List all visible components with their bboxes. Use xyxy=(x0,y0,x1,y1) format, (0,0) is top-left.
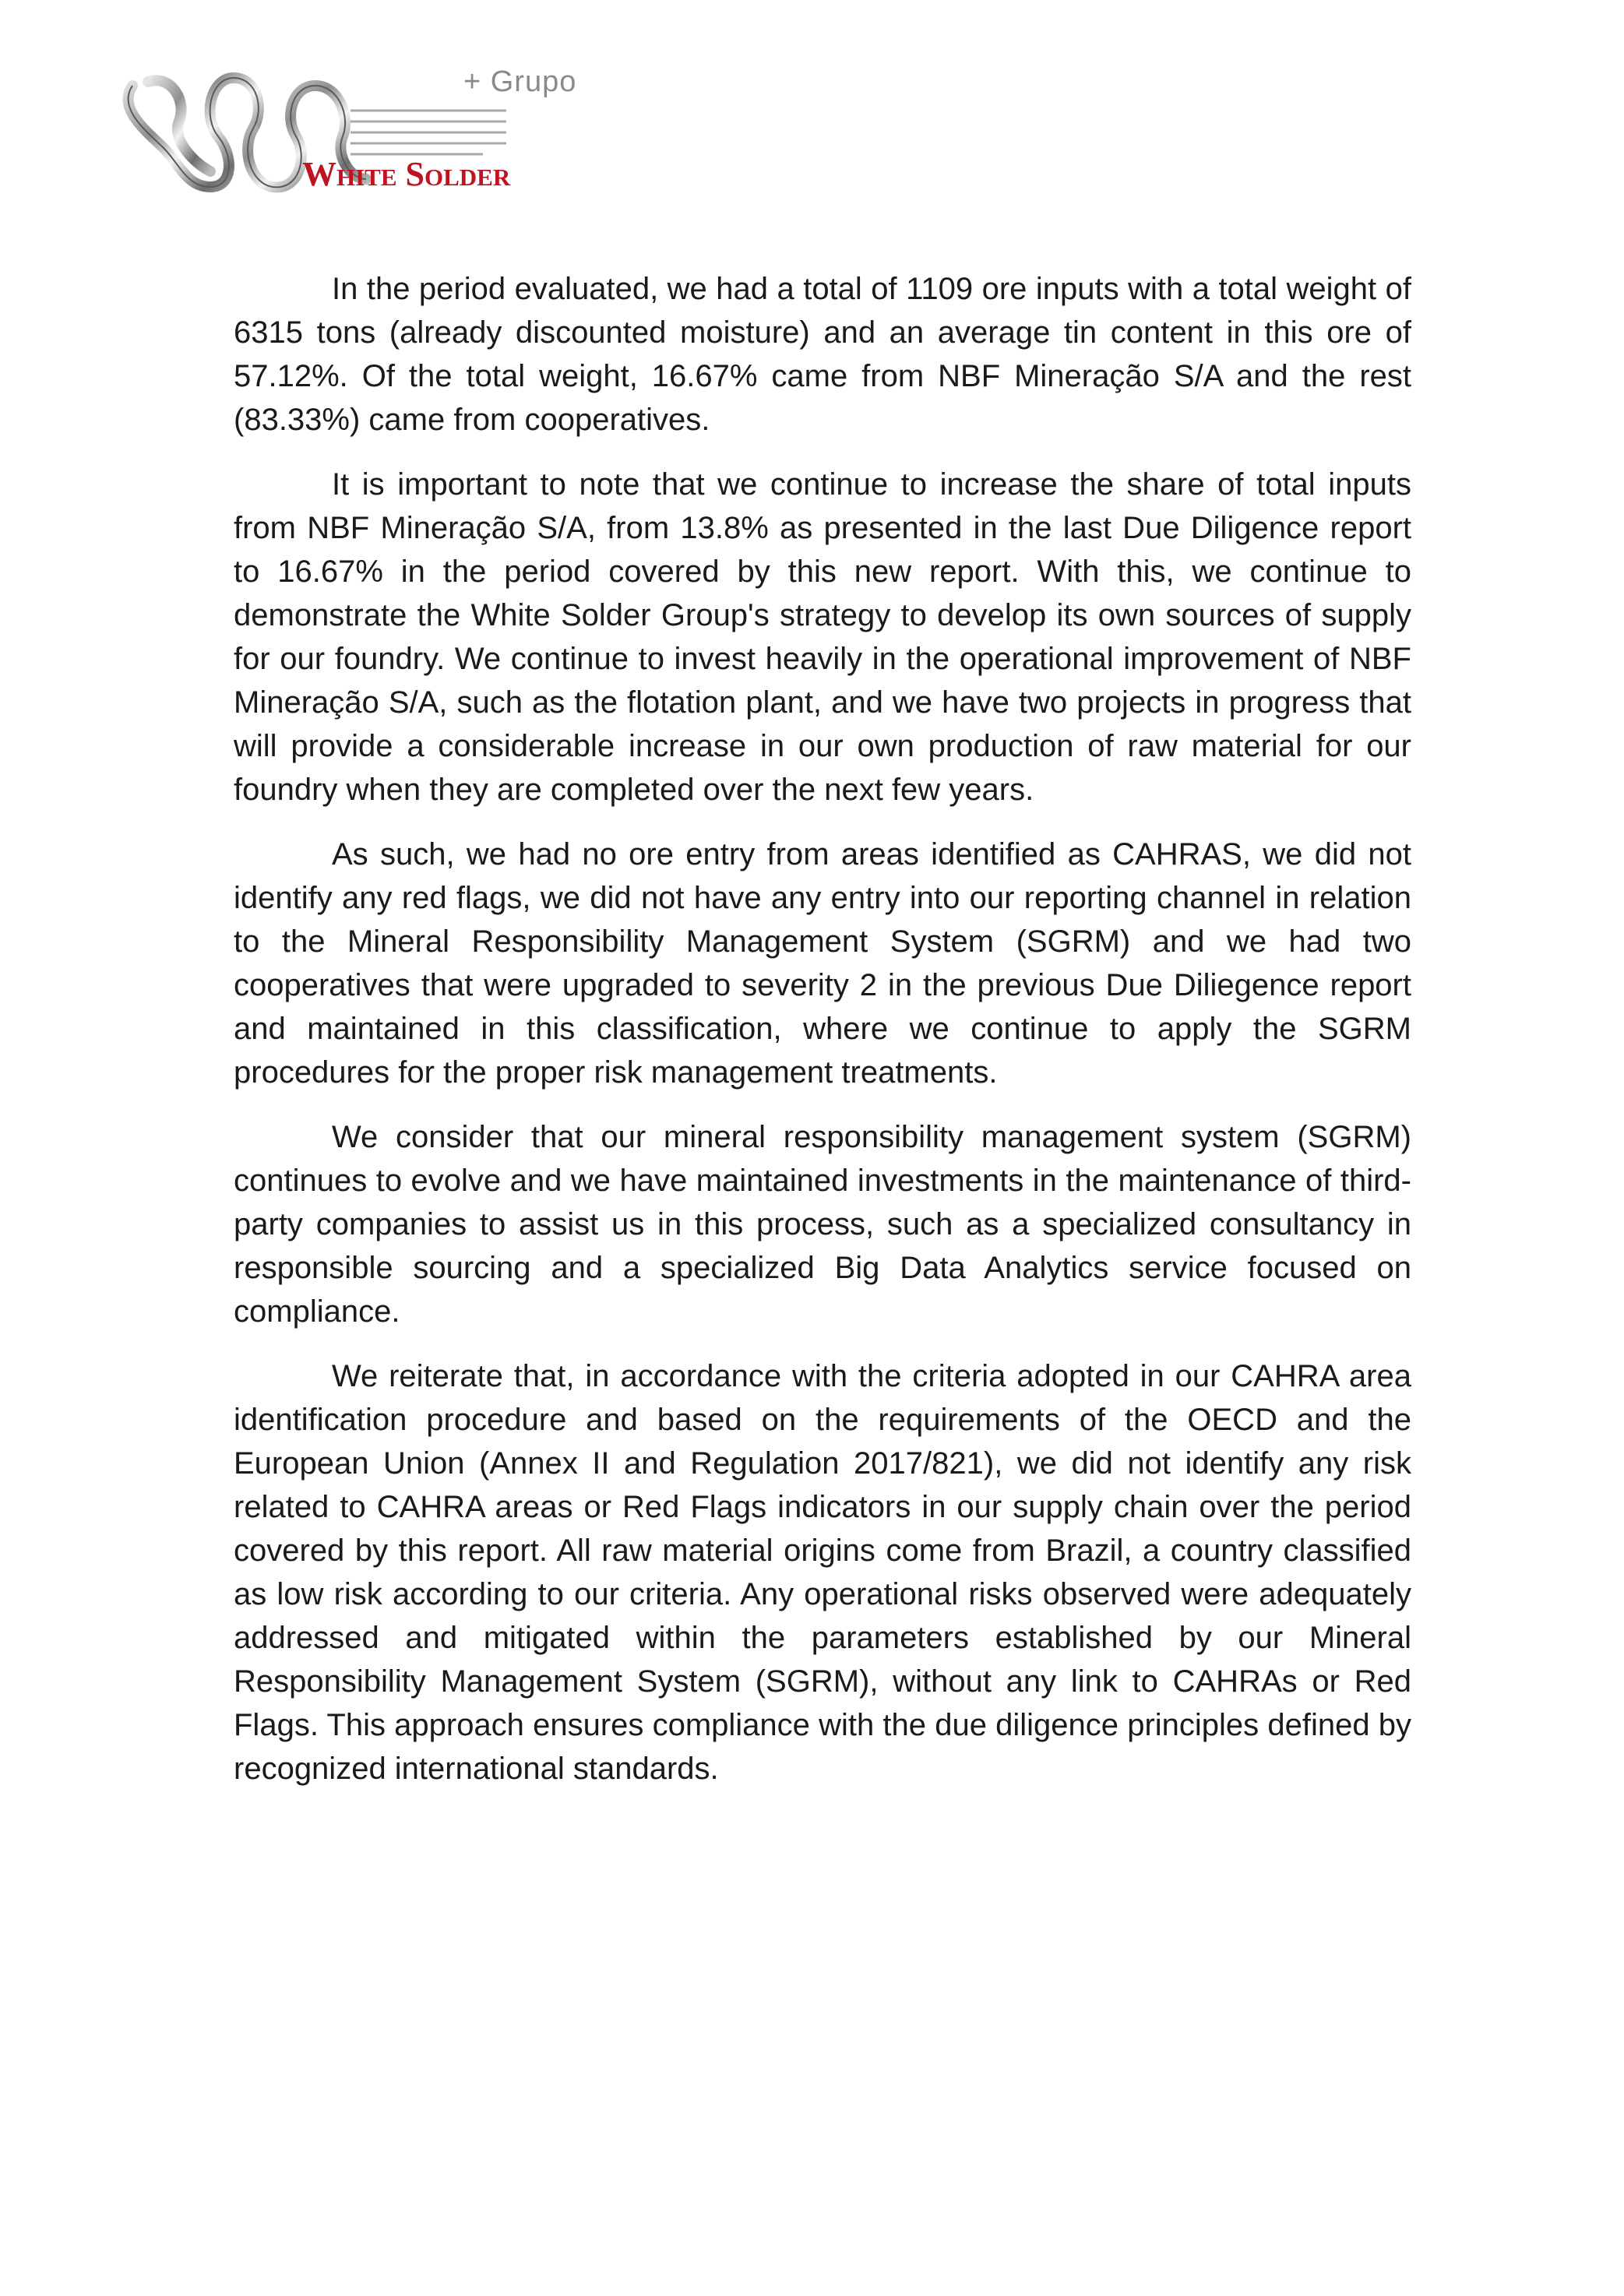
paragraph: We reiterate that, in accordance with the criteria adopted in our CAHRA area identification procedure and based on the requirements of the OECD and the European Union (Annex II and Regulation 2017/821), we did not identify any risk related to CAHRA areas or Red Flags indicators in our supply chain over the period covered by this report. All raw material origins come from Brazil, a country classified as low risk according to our criteria. Any operational risks observed were adequately addressed and mitigated within the parameters established by our Mineral Responsibility Management System (SGRM), without any link to CAHRAs or Red Flags. This approach ensures compliance with the due diligence principles defined by recognized international standards. xyxy=(234,1359,1411,1786)
logo-grupo-text: + Grupo xyxy=(463,65,577,98)
logo-brand-text: White Solder xyxy=(302,155,511,193)
company-logo xyxy=(117,62,577,210)
paragraph: It is important to note that we continue to increase the share of total inputs from NBF Mineração S/A, from 13.8% as presented in the last Due Diligence report to 16.67% in the period covered by this new report. With this, we continue to demonstrate the White Solder Group's strategy to develop its own sources of supply for our foundry. We continue to invest heavily in the operational improvement of NBF Mineração S/A, such as the flotation plant, and we have two projects in progress that will provide a considerable increase in our own production of raw material for our foundry when they are completed over the next few years. xyxy=(234,467,1411,807)
paragraph: We consider that our mineral responsibility management system (SGRM) continues to evolve and we have maintained investments in the maintenance of third-party companies to assist us in this process, such as a specialized consultancy in responsible sourcing and a specialized Big Data Analytics service focused on compliance. xyxy=(234,1120,1411,1329)
document-body xyxy=(234,267,1411,1812)
paragraph: In the period evaluated, we had a total of 1109 ore inputs with a total weight of 6315 tons (already discounted moisture) and an average tin content in this ore of 57.12%. Of the total weight, 16.67% came from NBF Mineração S/A and the rest (83.33%) came from cooperatives. xyxy=(234,272,1411,437)
paragraph: As such, we had no ore entry from areas identified as CAHRAS, we did not identify any red flags, we did not have any entry into our reporting channel in relation to the Mineral Responsibility Management System (SGRM) and we had two cooperatives that were upgraded to severity 2 in the previous Due Diliegence report and maintained in this classification, where we continue to apply the SGRM procedures for the proper risk management treatments. xyxy=(234,837,1411,1090)
